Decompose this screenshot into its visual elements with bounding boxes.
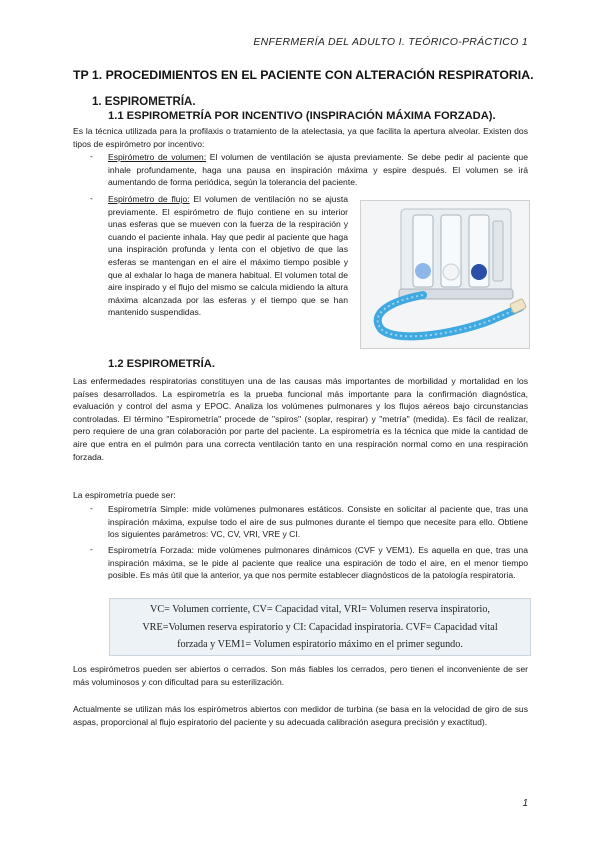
- paragraph-types-intro: La espirometría puede ser:: [73, 490, 176, 500]
- incentive-spirometer-image: [360, 200, 530, 349]
- page-number: 1: [522, 798, 528, 809]
- abbreviations-line-3: forzada y VEM1= Volumen espiratorio máximo en el primer segundo.: [177, 639, 463, 650]
- bullet-dash: -: [90, 151, 93, 161]
- abbreviations-box: [109, 598, 531, 656]
- bullet-dash: -: [90, 544, 93, 554]
- page-header: ENFERMERÍA DEL ADULTO I. TEÓRICO-PRÁCTICO 1: [253, 36, 528, 48]
- paragraph-respiratory-diseases: Las enfermedades respiratorias constituyen una de las causas más importantes de morbilidad y mortalidad en los países desarrollados. La espirometría es la prueba funcional más importante para la confirmación diagnóstica, evaluación y control del asma y EPOC. Analiza los volúmenes pulmonares y los flujos aéreos bajo circunstancias controladas. El término "Espirometría" procede de "spiros" (soplar, respirar) y "metría" (medida). Es fácil de realizar, pero requiere de una gran colaboración por parte del paciente. La espirometría es la técnica que mide la cantidad de aire que entra en el pulmón para una correcta ventilación tanto en una respiración normal como en una respiración forzada.: [73, 376, 528, 462]
- bullet-forced-spirometry: Espirometría Forzada: mide volúmenes pulmonares dinámicos (CVF y VEM1). Es aquella en que, tras una inspiración máxima, se le pide al paciente que realice una espiración de todo el aire, en el menor tiempo posible. Es más útil que la anterior, ya que nos permite establecer diagnósticos de la patología respiratoria.: [108, 545, 528, 581]
- bullet-dash: -: [90, 503, 93, 513]
- paragraph-open-closed: Los espirómetros pueden ser abiertos o cerrados. Son más fiables los cerrados, pero tienen el inconveniente de ser más voluminosos y con dificultad para su esterilización.: [73, 664, 528, 687]
- bullet-volume-spirometer: [108, 151, 528, 189]
- paragraph-turbine: Actualmente se utilizan más los espirómetros abiertos con medidor de turbina (se basa en la velocidad de giro de sus aspas, proporcional al flujo espiratorio del paciente y su adecuada calibración asegura precisión y exactitud).: [73, 704, 528, 727]
- intro-paragraph: Es la técnica utilizada para la profilaxis o tratamiento de la atelectasia, ya que facilita la apertura alveolar. Existen dos tipos de espirómetro por incentivo:: [73, 126, 528, 149]
- subsection-title-espirometria: 1.2 ESPIROMETRÍA.: [108, 358, 215, 370]
- bullet-simple-spirometry: Espirometría Simple: mide volúmenes pulmonares estáticos. Consiste en solicitar al paciente que, tras una inspiración máxima, expulse todo el aire de sus pulmones durante el tiempo que necesite para ello. Obtiene los siguientes parámetros: VC, CV, VRI, VRE y CI.: [108, 504, 528, 540]
- bullet-dash: -: [90, 193, 93, 203]
- main-title: TP 1. PROCEDIMIENTOS EN EL PACIENTE CON ALTERACIÓN RESPIRATORIA.: [73, 68, 534, 82]
- section-title-espirometria: 1. ESPIROMETRÍA.: [92, 96, 196, 108]
- term-flow-spirometer: Espirómetro de flujo:: [108, 194, 190, 204]
- bullet-volume-text: El volumen de ventilación se ajusta previamente. Se debe pedir al paciente que inhale profundamente, haga una pausa en inspiración máxima y espire después. El volumen se irá aumentando de forma periódica, según la tolerancia del paciente.: [108, 152, 528, 188]
- bullet-flow-spirometer: [108, 193, 348, 319]
- subsection-title-incentivo: 1.1 ESPIROMETRÍA POR INCENTIVO (INSPIRACIÓN MÁXIMA FORZADA).: [108, 110, 496, 122]
- bullet-flow-text: El volumen de ventilación no se ajusta previamente. El espirómetro de flujo contiene en su interior unas esferas que se mueven con la fuerza de la respiración y cuando el paciente inhala. Hay que pedir al paciente que haga una inspiración profunda y lenta con el objetivo de que las esferas se mantengan en el aire el máximo tiempo posible y que al exhalar lo haga de manera habitual. El volumen total de aire inspirado y el flujo del mismo se calcula midiendo la altura máxima alcanzada por las esferas y el tiempo que se han mantenido suspendidas.: [108, 194, 349, 318]
- abbreviations-line-1: VC= Volumen corriente, CV= Capacidad vital, VRI= Volumen reserva inspiratorio,: [150, 604, 490, 615]
- abbreviations-line-2: VRE=Volumen reserva espiratorio y CI: Capacidad inspiratoria. CVF= Capacidad vital: [142, 621, 498, 633]
- term-volume-spirometer: Espirómetro de volumen:: [108, 152, 207, 162]
